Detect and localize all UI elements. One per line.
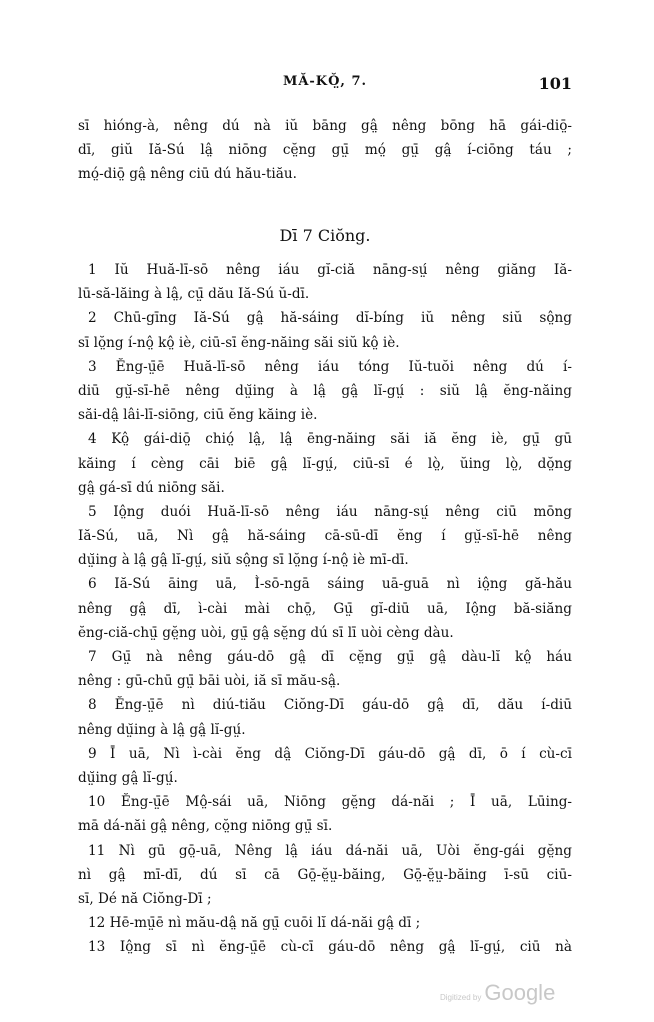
- verse-line: nì gâ̤ mī-dī, dú sī cā Gō̤-ĕ̤ṳ-băing, Gō̤-ĕ̤ṳ-băing ī-sū ciū-: [78, 866, 572, 883]
- verse-line: 10 Ĕng-ṳ̄ē Mô̤-sái uā, Niōng gĕ̤ng dá-năi ; Ī uā, Lūing-: [88, 794, 572, 811]
- verse-line: nêng gâ̤ dī, ì-cài mài chō̤, Gṳ̄ gĭ-diū uā, Iô̤ng bă-siăng: [78, 600, 572, 617]
- verse-line: 2 Chū-gīng Iă-Sú gâ̤ hă-sáing dĭ-bíng iŭ nêng siŭ sô̤ng: [88, 310, 572, 327]
- google-watermark: [440, 980, 575, 1006]
- verse-line: sī, Dé nă Ciŏng-Dī ;: [78, 890, 212, 907]
- verse-line: ĕng-ciă-chṳ̄ gĕ̤ng uòi, gṳ̄ gâ̤ sĕ̤ng dú sī lī uòi cèng dàu.: [78, 624, 454, 641]
- chapter-heading: Dī 7 Ciŏng.: [279, 226, 371, 245]
- verse-line: Iă-Sú, uā, Nì gâ̤ hă-sáing cā-sū-dī ĕng í gṳ̆-sī-hē nêng: [78, 528, 572, 545]
- verse-line: 4 Kô̤ gái-diō̤ chió̤ lâ̤, lâ̤ ēng-năing săi iă ĕng iè, gṳ̄ gū: [88, 431, 572, 448]
- verse-line: 9 Ī uā, Nì ì-cài ĕng dâ̤ Ciŏng-Dī gáu-dō gâ̤ dī, ō í cù-cī: [88, 745, 572, 762]
- verse-line: 6 Iă-Sú āing uā, Ì-sō-ngā sáing uā-guā nì iô̤ng gă-hău: [88, 576, 572, 593]
- verse-list: [78, 258, 572, 959]
- verse-line: dṳ̆ing gâ̤ lĭ-gṳ́.: [78, 769, 178, 786]
- text-line: dī, giŭ Iă-Sú lâ̤ niōng cĕ̤ng gṳ̄ mó̤ gṳ̄ gâ̤ í-ciōng táu ;: [78, 142, 572, 159]
- verse-line: nêng dṳ̆ing à lâ̤ gâ̤ lĭ-gṳ́.: [78, 721, 246, 738]
- verse-line: gâ̤ gá-sī dú niōng săi.: [78, 479, 225, 496]
- verse-line: sī lŏ̤ng í-nô̤ kô̤ iè, ciū-sī ĕng-năing săi siŭ kô̤ iè.: [78, 334, 400, 351]
- page-number: 101: [538, 74, 572, 93]
- verse-line: 1 Iŭ Huă-lī-sō nêng iáu gĭ-ciă nāng-sṳ́ nêng giăng Iă-: [88, 262, 572, 278]
- verse-line: lū-să-lăing à lâ̤, cṳ̄ dău Iă-Sú ŭ-dī.: [78, 286, 310, 303]
- continued-text: [78, 114, 572, 187]
- verse-line: dṳ̆ing à lâ̤ gâ̤ lĭ-gṳ́, siŭ sô̤ng sī lŏ̤ng í-nô̤ iè mī-dī.: [78, 552, 409, 569]
- verse-line: 13 Iô̤ng sī nì ĕng-ṳ̄ē cù-cī gáu-dō nêng gâ̤ lĭ-gṳ́, ciū nà: [88, 939, 572, 956]
- verse-line: 11 Nì gū gō̤-uā, Nêng lâ̤ iáu dá-năi uā, Uòi ĕng-gái gĕ̤ng: [88, 842, 572, 859]
- text-line: sī hióng-à, nêng dú nà iŭ bāng gâ̤ nêng bōng hā gái-diō̤-: [78, 118, 572, 134]
- verse-line: kăing í cèng cāi biē gâ̤ lĭ-gṳ́, ciū-sī é lò̤, ŭing lò̤, dŏ̤ng: [78, 455, 572, 472]
- verse-line: 3 Ĕng-ṳ̄ē Huă-lī-sō nêng iáu tóng Iŭ-tuŏi nêng dú í-: [88, 358, 572, 375]
- verse-line: 8 Ĕng-ṳ̄ē nì diú-tiău Ciŏng-Dī gáu-dō gâ̤ dī, dău í-diū: [88, 697, 572, 714]
- verse-line: mā dá-năi gâ̤ nêng, cŏ̤ng niōng gṳ̄ sī.: [78, 818, 333, 835]
- watermark-caption: Digitized by: [440, 993, 482, 1002]
- verse-line: diū gṳ̆-sī-hē nêng dṳ̆ing à lâ̤ gâ̤ lĭ-gṳ́ : siŭ lâ̤ ĕng-năing: [78, 382, 572, 399]
- verse-line: săi-dâ̤ lâi-lī-siōng, ciū ĕng kăing iè.: [78, 407, 318, 424]
- verse-line: 5 Iô̤ng duói Huă-lī-sō nêng iáu nāng-sṳ́ nêng ciū mōng: [88, 503, 572, 520]
- verse-line: 12 Hē-mṳ̄ē nì mău-dâ̤ nă gṳ̄ cuōi lĭ dá-năi gâ̤ dī ;: [88, 915, 421, 932]
- running-head: MĂ-KŎ̤, 7.: [282, 74, 368, 89]
- verse-line: nêng : gū-chū gṳ̄ bāi uòi, iă sī mău-sâ̤.: [78, 673, 341, 690]
- verse-line: 7 Gṳ̄ nà nêng gáu-dō gâ̤ dī cĕ̤ng gṳ̄ gâ̤ dàu-lĭ kô̤ háu: [88, 649, 572, 665]
- page-header: [78, 74, 572, 96]
- text-line: mó̤-diō̤ gâ̤ nêng ciū dú hău-tiău.: [78, 166, 297, 183]
- google-logo: Google: [484, 980, 556, 1005]
